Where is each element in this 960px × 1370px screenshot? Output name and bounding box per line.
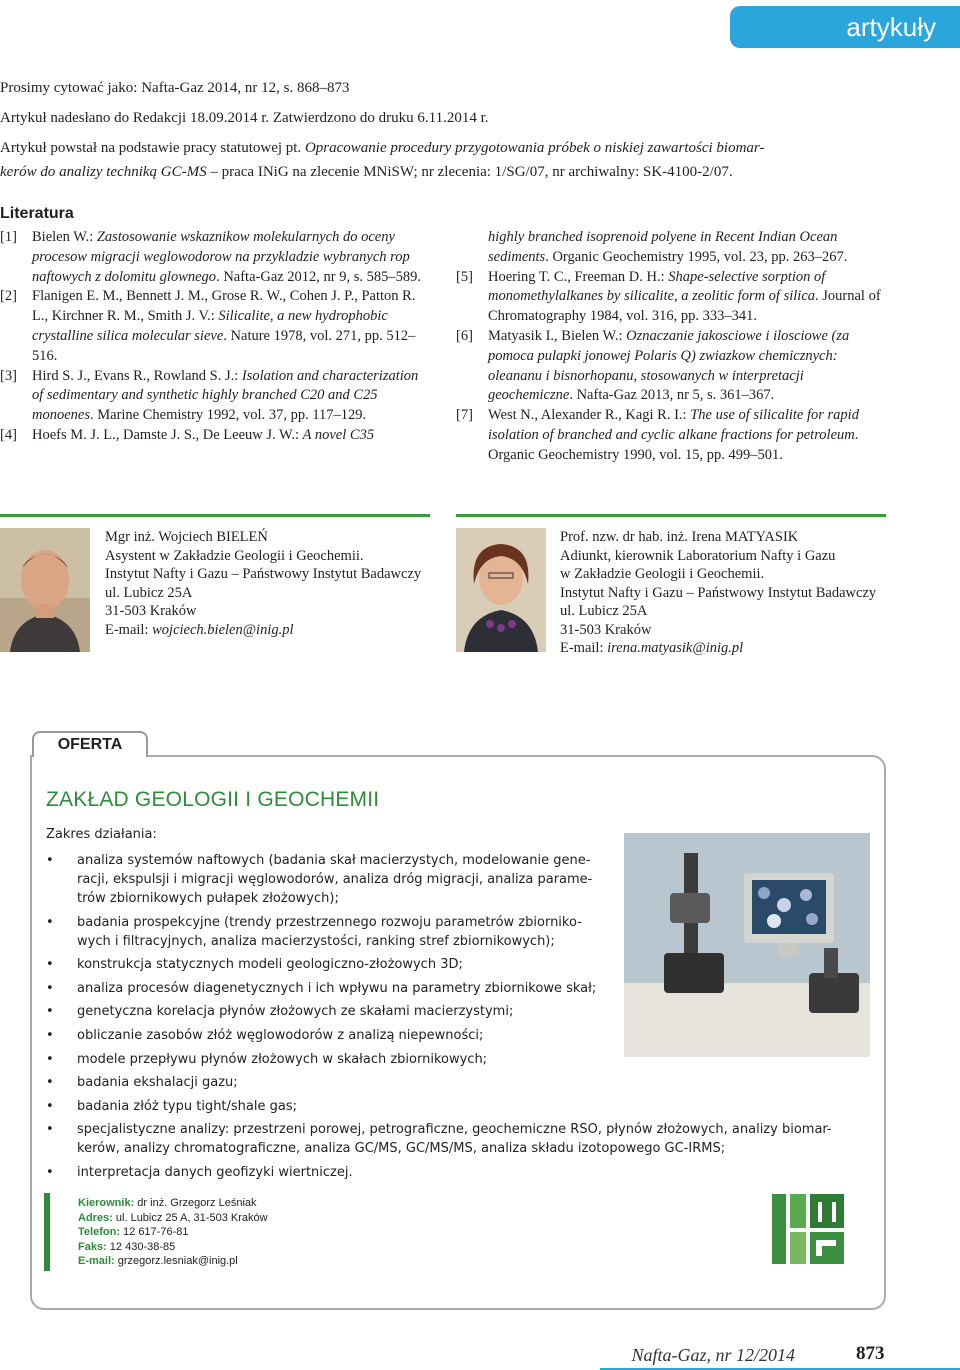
reference-item: [5] Hoering T. C., Freeman D. H.: Shape-selective sorption of monomethylalkanes by silicalite, a zeolitic form of silica. Journal of Chromatography 1984, vol. 316, pp. 333–341. — [456, 268, 881, 325]
author-city: 31-503 Kraków — [560, 621, 652, 638]
reference-item: [4] Hoefs M. J. L., Damste J. S., De Leeuw J. W.: A novel C35 — [0, 426, 375, 443]
list-item: • specjalistyczne analizy: przestrzeni porowej, petrograficzne, geochemiczne RSO, płynów złożowych, analizy biomar- kerów, analizy chromatograficzne, analiza GC/MS, GC/MS/MS, analiza składu izotopowego GC-IRMS; — [46, 1120, 846, 1158]
author-position-dept: w Zakładzie Geologii i Geochemii. — [560, 566, 765, 582]
reference-item: [2] Flanigen E. M., Bennett J. M., Grose R. W., Cohen J. P., Patton R. L., Kirchner R. M., Smith J. V.: Silicalite, a new hydrophobic crystalline silica molecular sieve. Nature 1978, vol. 271, pp. 512–516. — [0, 288, 416, 364]
contact-email-link[interactable]: grzegorz.lesniak@inig.pl — [114, 1255, 238, 1268]
offer-tab: OFERTA — [32, 731, 148, 757]
journal-footer: Nafta-Gaz, nr 12/2014 — [631, 1345, 795, 1365]
email-link[interactable]: wojciech.bielen@inig.pl — [152, 621, 294, 638]
reference-item: [3] Hird S. J., Evans R., Rowland S. J.: Isolation and characterization of sedimentary and synthetic highly branched C20 and C25 monoenes. Marine Chemistry 1992, vol. 37, pp. 117–129. — [0, 367, 419, 424]
author-position: Adiunkt, kierownik Laboratorium Nafty i Gazu — [560, 547, 836, 564]
author-divider — [0, 514, 430, 517]
laboratory-photo — [624, 833, 870, 1057]
offer-scope-label: Zakres działania: — [46, 827, 157, 842]
author-photo — [0, 528, 90, 652]
references-heading: Literatura — [0, 205, 74, 222]
contact-accent-bar — [44, 1193, 50, 1271]
reference-item: [6] Matyasik I., Bielen W.: Oznaczanie jakosciowe i ilosciowe (za pomoca pulapki jonowej Polaris Q) zwiazkow chemicznych: oleananu i bisnorhopanu, stosowanych w interpretacji geochemiczne. Nafta-Gaz 2013, nr 5, s. 361–367. — [456, 327, 850, 404]
offer-contact: Kierownik: dr inż. Grzegorz Leśniak Adres: ul. Lubicz 25 A, 31-503 Kraków Telefon: 12 617-76-81 Faks: 12 430-38-85 E-mail: grzegorz.lesniak@inig.pl — [78, 1197, 268, 1268]
reference-item: [7] West N., Alexander R., Kagi R. I.: The use of silicalite for rapid isolation of branched and cyclic alkane fractions for petroleum. Organic Geochemistry 1990, vol. 15, pp. 499–501. — [456, 407, 859, 463]
offer-title: ZAKŁAD GEOLOGII I GEOCHEMII — [46, 788, 380, 811]
author-divider — [456, 514, 886, 517]
list-item: • modele przepływu płynów złożowych w skałach zbiornikowych; — [46, 1050, 846, 1069]
author-name: Mgr inż. Wojciech BIELEŃ — [105, 529, 268, 545]
list-item: • analiza procesów diagenetycznych i ich wpływu na parametry zbiornikowe skał; — [46, 979, 846, 998]
statutory-work-line: Artykuł powstał na podstawie pracy statutowej pt. Opracowanie procedury przygotowania próbek o niskiej zawartości biomar- kerów do analizy techniką GC-MS – praca INiG na zlecenie MNiSW; nr zlecenia: 1/SG/07, nr archiwalny: SK-4100-2/07. — [0, 140, 765, 180]
inig-logo-icon — [770, 1192, 846, 1266]
author-photo — [456, 528, 546, 652]
list-item: • badania prospekcyjne (trendy przestrzennego rozwoju parametrów zbiorniko- wych i filtracyjnych, analiza macierzystości, ranking stref zbiornikowych); — [46, 913, 647, 951]
references-column-right — [456, 228, 888, 466]
author-email: E-mail: wojciech.bielen@inig.pl — [105, 621, 294, 638]
section-tab: artykuły — [730, 6, 960, 48]
list-item: • obliczanie zasobów złóż węglowodorów z analizą niepewności; — [46, 1026, 846, 1045]
list-item: • interpretacja danych geofizyki wiertniczej. — [46, 1163, 846, 1182]
reference-item-continued: highly branched isoprenoid polyene in Recent Indian Ocean sediments. Organic Geochemistry 1995, vol. 23, pp. 263–267. — [488, 229, 848, 265]
author-name: Prof. nzw. dr hab. inż. Irena MATYASIK — [560, 529, 799, 545]
list-item: • konstrukcja statycznych modeli geologiczno-złożowych 3D; — [46, 955, 846, 974]
author-city: 31-503 Kraków — [105, 603, 197, 619]
list-item: • badania złóż typu tight/shale gas; — [46, 1097, 846, 1116]
author-institute: Instytut Nafty i Gazu – Państwowy Instytut Badawczy — [105, 566, 422, 582]
list-item: • genetyczna korelacja płynów złożowych ze skałami macierzystymi; — [46, 1002, 846, 1021]
author-street: ul. Lubicz 25A — [105, 584, 193, 601]
email-link[interactable]: irena.matyasik@inig.pl — [607, 640, 744, 656]
reference-item: [1] Bielen W.: Zastosowanie wskaznikow molekularnych do oceny procesow migracji weglowodorow na przykladzie wybranych rop naftowych z dolomitu glownego. Nafta-Gaz 2012, nr 9, s. 585–589. — [0, 229, 422, 285]
page-number: 873 — [856, 1343, 885, 1364]
author-info — [560, 528, 890, 658]
citation-line: Prosimy cytować jako: Nafta-Gaz 2014, nr 12, s. 868–873 — [0, 80, 350, 96]
references-column-left — [0, 228, 432, 446]
author-institute: Instytut Nafty i Gazu – Państwowy Instytut Badawczy — [560, 584, 877, 601]
author-email: E-mail: irena.matyasik@inig.pl — [560, 640, 744, 656]
list-item: • analiza systemów naftowych (badania skał macierzystych, modelowanie gene- racji, ekspulsji i migracji węglowodorów, analiza dróg migracji, analiza parame- trów zbiornikowych pułapek złożowych); — [46, 851, 647, 908]
author-street: ul. Lubicz 25A — [560, 603, 648, 619]
author-position: Asystent w Zakładzie Geologii i Geochemii. — [105, 547, 364, 564]
received-line: Artykuł nadesłano do Redakcji 18.09.2014 r. Zatwierdzono do druku 6.11.2014 r. — [0, 110, 489, 126]
author-info — [105, 528, 435, 639]
list-item: • badania ekshalacji gazu; — [46, 1073, 846, 1092]
